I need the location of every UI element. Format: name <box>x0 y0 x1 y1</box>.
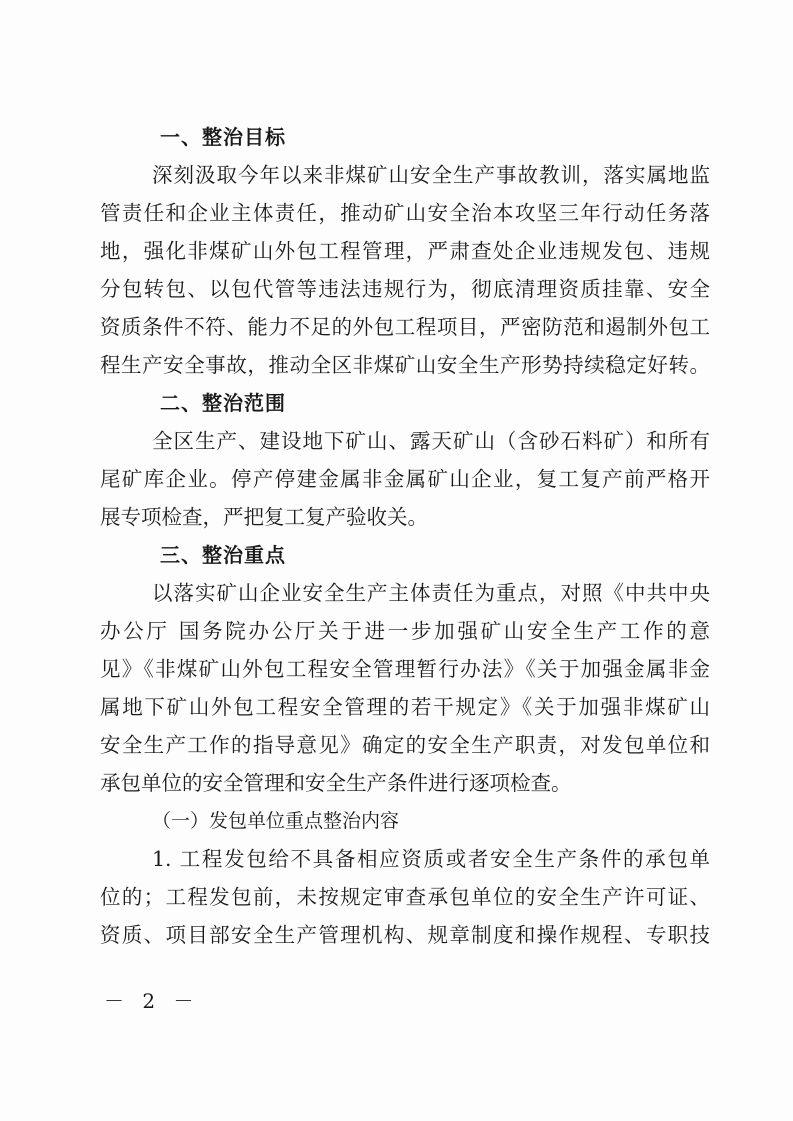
paragraph-line: 属地下矿山外包工程安全管理的若干规定》《关于加强非煤矿山 <box>100 695 710 719</box>
section-heading-focus: 三、整治重点 <box>160 543 286 567</box>
page-number: － 2 － <box>104 989 200 1013</box>
paragraph-line: 分包转包、以包代管等违法违规行为，彻底清理资质挂靠、安全 <box>100 277 710 301</box>
paragraph-line: 全区生产、建设地下矿山、露天矿山（含砂石料矿）和所有 <box>152 429 710 453</box>
paragraph-line: 展专项检查，严把复工复产验收关。 <box>100 505 428 529</box>
paragraph-line: 管责任和企业主体责任，推动矿山安全治本攻坚三年行动任务落 <box>100 201 710 225</box>
paragraph-line: 深刻汲取今年以来非煤矿山安全生产事故教训，落实属地监 <box>152 163 710 187</box>
list-item-line: 位的；工程发包前，未按规定审查承包单位的安全生产许可证、 <box>100 885 710 909</box>
paragraph-line: 见》《非煤矿山外包工程安全管理暂行办法》《关于加强金属非金 <box>100 657 710 681</box>
section-heading-goals: 一、整治目标 <box>160 125 286 149</box>
paragraph-line: 承包单位的安全管理和安全生产条件进行逐项检查。 <box>100 771 572 795</box>
paragraph-line: 以落实矿山企业安全生产主体责任为重点，对照《中共中央 <box>152 581 710 605</box>
paragraph-line: 资质条件不符、能力不足的外包工程项目，严密防范和遏制外包工 <box>100 315 710 339</box>
document-body <box>100 118 710 954</box>
paragraph-line: 尾矿库企业。停产停建金属非金属矿山企业，复工复产前严格开 <box>100 467 710 491</box>
list-item-line: 1. 工程发包给不具备相应资质或者安全生产条件的承包单 <box>152 847 710 871</box>
list-item-line: 资质、项目部安全生产管理机构、规章制度和操作规程、专职技 <box>100 923 710 947</box>
paragraph-line: 安全生产工作的指导意见》确定的安全生产职责，对发包单位和 <box>100 733 710 757</box>
paragraph-line: 办公厅 国务院办公厅关于进一步加强矿山安全生产工作的意 <box>100 619 710 643</box>
sub-heading-contractor: （一）发包单位重点整治内容 <box>152 810 400 832</box>
paragraph-line: 程生产安全事故，推动全区非煤矿山安全生产形势持续稳定好转。 <box>100 353 710 377</box>
paragraph-line: 地，强化非煤矿山外包工程管理，严肃查处企业违规发包、违规 <box>100 239 710 263</box>
section-heading-scope: 二、整治范围 <box>160 391 286 415</box>
